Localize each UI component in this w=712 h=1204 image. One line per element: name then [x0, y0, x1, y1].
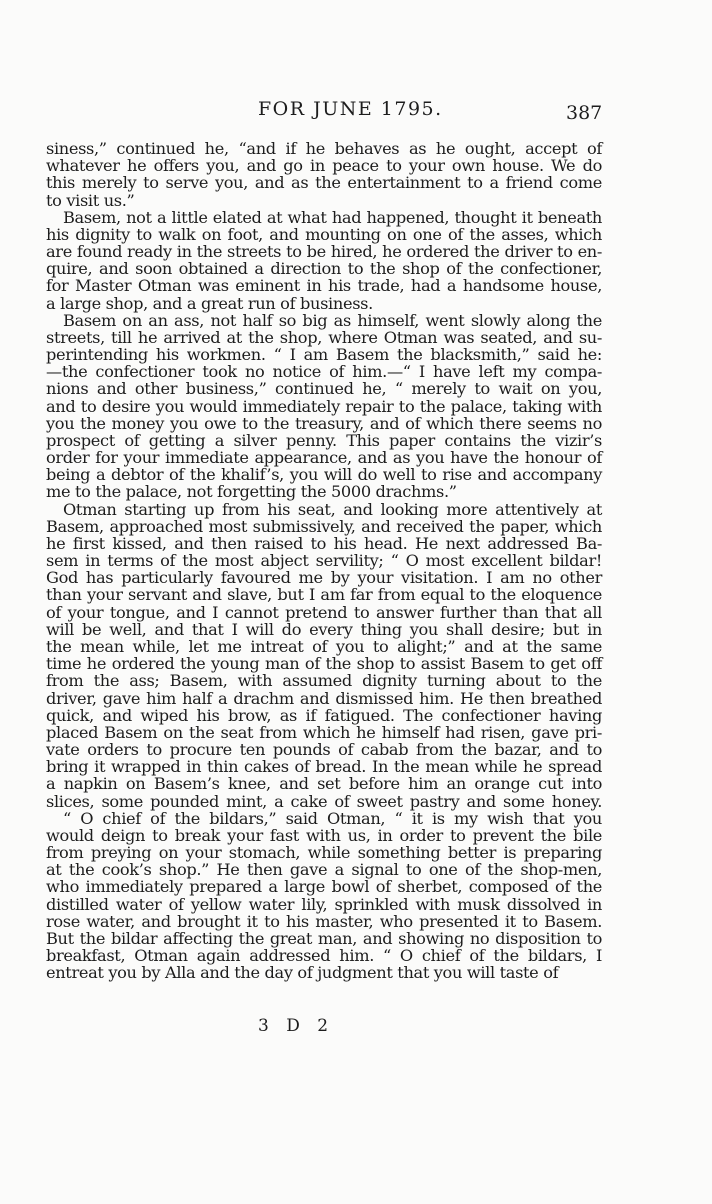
text-line: Basem on an ass, not half so big as himself, went slowly along the: [63, 310, 602, 330]
text-line: a large shop, and a great run of business.: [46, 293, 373, 313]
text-line: Basem, not a little elated at what had happened, thought it beneath: [63, 207, 602, 227]
text-line: whatever he offers you, and go in peace to your own house. We do: [46, 156, 602, 176]
text-line: a napkin on Basem’s knee, and set before him an orange cut into: [46, 774, 602, 794]
text-line: quick, and wiped his brow, as if fatigued. The confectioner having: [46, 705, 602, 725]
text-line: the mean while, let me intreat of you to alight;” and at the same: [46, 636, 602, 656]
text-line: distilled water of yellow water lily, sprinkled with musk dissolved in: [46, 894, 602, 914]
text-line: slices, some pounded mint, a cake of sweet pastry and some honey.: [46, 791, 602, 811]
text-line: rose water, and brought it to his master, who presented it to Basem.: [46, 911, 602, 931]
text-line: bring it wrapped in thin cakes of bread. In the mean while he spread: [46, 757, 602, 777]
text-line: of your tongue, and I cannot pretend to answer further than that all: [46, 602, 602, 622]
text-line: he first kissed, and then raised to his head. He next addressed Ba-: [46, 533, 602, 553]
text-line: “ O chief of the bildars,” said Otman, “ it is my wish that you: [63, 808, 602, 828]
text-line: nions and other business,” continued he, “ merely to wait on you,: [46, 379, 602, 399]
text-line: from preying on your stomach, while something better is preparing: [46, 843, 602, 863]
running-header: [0, 98, 712, 128]
text-line: driver, gave him half a drachm and dismissed him. He then breathed: [46, 688, 602, 708]
text-line: you the money you owe to the treasury, and of which there seems no: [46, 413, 602, 433]
text-line: being a debtor of the khalif’s, you will do well to rise and accompany: [46, 465, 602, 485]
text-line: —the confectioner took no notice of him.—“ I have left my compa-: [46, 362, 602, 382]
text-line: than your servant and slave, but I am far from equal to the eloquence: [46, 585, 602, 605]
text-line: breakfast, Otman again addressed him. “ O chief of the bildars, I: [46, 946, 602, 966]
text-line: this merely to serve you, and as the entertainment to a friend come: [46, 173, 602, 193]
text-line: vate orders to procure ten pounds of cabab from the bazar, and to: [46, 740, 602, 760]
text-line: me to the palace, not forgetting the 5000 drachms.”: [46, 482, 457, 502]
text-line: sem in terms of the most abject servility; “ O most excellent bildar!: [46, 551, 602, 571]
text-line: and to desire you would immediately repair to the palace, taking with: [46, 396, 602, 416]
text-line: for Master Otman was eminent in his trade, had a handsome house,: [46, 276, 602, 296]
body-text: [46, 140, 602, 981]
header-title: FOR JUNE 1795.: [258, 98, 443, 120]
text-line: quire, and soon obtained a direction to the shop of the confectioner,: [46, 259, 602, 279]
text-line: entreat you by Alla and the day of judgment that you will taste of: [46, 963, 559, 983]
text-line: Otman starting up from his seat, and looking more attentively at: [63, 499, 602, 519]
text-line: who immediately prepared a large bowl of sherbet, composed of the: [46, 877, 602, 897]
text-line: his dignity to walk on foot, and mounting on one of the asses, which: [46, 224, 602, 244]
page-number: 387: [566, 102, 603, 124]
text-line: at the cook’s shop.” He then gave a signal to one of the shop-men,: [46, 860, 602, 880]
text-line: time he ordered the young man of the shop to assist Basem to get off: [46, 654, 602, 674]
text-line: would deign to break your fast with us, in order to prevent the bile: [46, 825, 602, 845]
text-line: to visit us.”: [46, 190, 135, 210]
text-line: God has particularly favoured me by your visitation. I am no other: [46, 568, 602, 588]
text-line: streets, till he arrived at the shop, where Otman was seated, and su-: [46, 327, 602, 347]
text-line: perintending his workmen. “ I am Basem the blacksmith,” said he:: [46, 345, 602, 365]
text-line: are found ready in the streets to be hired, he ordered the driver to en-: [46, 242, 602, 262]
text-line: Basem, approached most submissively, and received the paper, which: [46, 516, 602, 536]
text-line: order for your immediate appearance, and as you have the honour of: [46, 448, 602, 468]
text-line: prospect of getting a silver penny. This paper contains the vizir’s: [46, 430, 602, 450]
text-line: from the ass; Basem, with assumed dignity turning about to the: [46, 671, 602, 691]
text-line: placed Basem on the seat from which he himself had risen, gave pri-: [46, 722, 602, 742]
signature-mark: 3 D 2: [258, 1016, 335, 1036]
text-line: But the bildar affecting the great man, and showing no disposition to: [46, 928, 602, 948]
text-line: siness,” continued he, “and if he behaves as he ought, accept of: [46, 139, 602, 158]
text-line: will be well, and that I will do every thing you shall desire; but in: [46, 619, 602, 639]
